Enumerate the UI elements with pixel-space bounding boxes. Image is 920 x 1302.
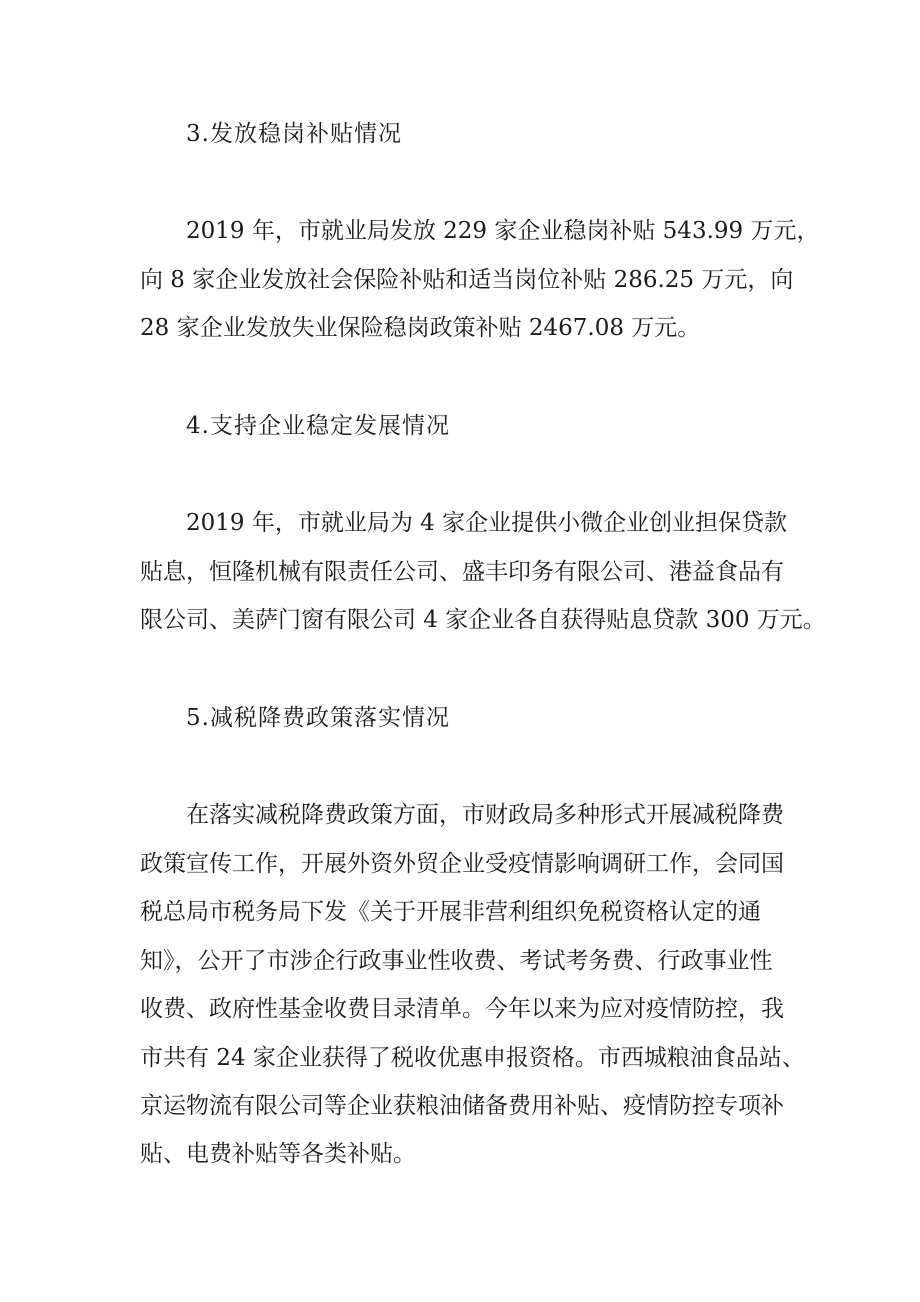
section-heading-4: 4.支持企业稳定发展情况 bbox=[186, 413, 450, 439]
paragraph-line: 京运物流有限公司等企业获粮油储备费用补贴、疫情防控专项补 bbox=[140, 1093, 784, 1119]
paragraph-line: 在落实减税降费政策方面，市财政局多种形式开展减税降费 bbox=[186, 802, 784, 828]
paragraph-line: 市共有 24 家企业获得了税收优惠申报资格。市西城粮油食品站、 bbox=[140, 1045, 805, 1071]
paragraph-line: 知》，公开了市涉企行政事业性收费、考试考务费、行政事业性 bbox=[140, 948, 773, 974]
paragraph-line: 政策宣传工作，开展外资外贸企业受疫情影响调研工作，会同国 bbox=[140, 851, 784, 877]
paragraph-line: 2019 年，市就业局发放 229 家企业稳岗补贴 543.99 万元， bbox=[186, 218, 820, 244]
paragraph-line: 税总局市税务局下发《关于开展非营利组织免税资格认定的通 bbox=[140, 899, 761, 925]
section-heading-5: 5.减税降费政策落实情况 bbox=[186, 705, 450, 731]
paragraph-line: 28 家企业发放失业保险稳岗政策补贴 2467.08 万元。 bbox=[140, 315, 701, 341]
paragraph-line: 贴息，恒隆机械有限责任公司、盛丰印务有限公司、港益食品有 bbox=[140, 559, 784, 585]
paragraph-line: 限公司、美萨门窗有限公司 4 家企业各自获得贴息贷款 300 万元。 bbox=[140, 607, 826, 633]
paragraph-line: 贴、电费补贴等各类补贴。 bbox=[140, 1141, 416, 1167]
section-heading-3: 3.发放稳岗补贴情况 bbox=[186, 121, 402, 147]
paragraph-line: 2019 年，市就业局为 4 家企业提供小微企业创业担保贷款 bbox=[186, 510, 788, 536]
paragraph-line: 收费、政府性基金收费目录清单。今年以来为应对疫情防控，我 bbox=[140, 996, 784, 1022]
paragraph-line: 向 8 家企业发放社会保险补贴和适当岗位补贴 286.25 万元，向 bbox=[140, 267, 794, 293]
